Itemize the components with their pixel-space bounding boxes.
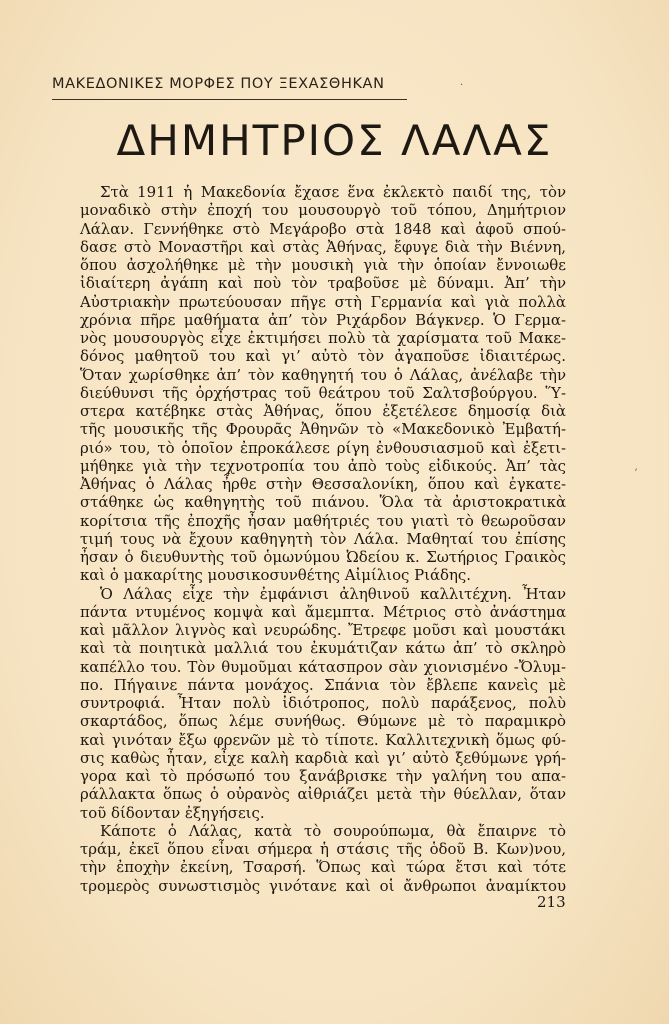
text-line: γορα καὶ τὸ πρόσωπό του ξανάβρισκε τὴν γαλήνη του απα- [80,767,566,785]
text-line: συντροφιά. Ἦταν πολὺ ἰδιότροπος, πολὺ παράξενος, πολὺ [80,694,566,712]
text-line: τράμ, ἐκεῖ ὅπου εἶναι σήμερα ἡ στάσις τῆς ὁδοῦ Β. Κων)νου, [80,840,566,858]
text-line: ράλλακτα ὅπως ὁ οὐρανὸς αἰθριάζει μετὰ τὴν θύελλαν, ὅταν [80,785,566,804]
text-line: καὶ ὁ μακαρίτης μουσικοσυνθέτης Αἰμίλιος Ριάδης. [80,566,471,585]
text-line: στερα κατέβηκε στὰς Ἀθήνας, ὅπου ἐξετέλεσε δημοσίᾳ διὰ [80,402,566,420]
text-line: Ὁ Λάλας εἶχε τὴν ἐμφάνισι ἀληθινοῦ καλλιτέχνη. Ἦταν [100,584,566,603]
text-line: καὶ τὰ ποιητικὰ μαλλιά του ἐκυμάτιζαν κάτω ἀπ’ τὸ σκληρὸ [80,639,566,658]
text-line: Αὐστριακὴν πρωτεύουσαν πῆγε στὴ Γερμανία καὶ γιὰ πολλὰ [80,292,566,311]
text-line: καπέλλο του. Τὸν θυμοῦμαι κάτασπρον σὰν χιονισμένο -Ὄλυμ- [80,657,566,676]
text-line: τρομερὸς συνωστισμὸς γινότανε καὶ οἱ ἄνθρωποι ἀναμίκτου [80,876,566,895]
article-body [80,183,566,895]
running-head: ΜΑΚΕΔΟΝΙΚΕΣ ΜΟΡΦΕΣ ΠΟΥ ΞΕΧΑΣΘΗΚΑΝ [52,76,385,92]
text-line: πο. Πήγαινε πάντα μονάχος. Σπάνια τὸν ἔβλεπε κανεὶς μὲ [80,675,566,694]
text-line: χρόνια πῆρε μαθήματα ἀπ’ τὸν Ριχάρδον Βάγκνερ. Ὁ Γερμα- [80,310,566,329]
text-line: σκαρτάδος, ὅπως λέμε συνήθως. Θύμωνε μὲ τὸ παραμικρὸ [80,712,566,731]
text-line: πάντα ντυμένος κομψὰ καὶ ἄμεμπτα. Μέτριος στὸ ἀνάστημα [80,602,566,621]
text-line: μοναδικὸ στὴν ἐποχή του μουσουργὸ τοῦ τόπου, Δημήτριον [80,201,566,220]
text-line: ἦσαν ὁ διευθυντὴς τοῦ ὁμωνύμου Ὠδείου κ. Σωτήριος Γραικὸς [80,548,566,566]
text-line: νὸς μουσουργὸς εἶχε ἐκτιμήσει πολὺ τὰ χαρίσματα τοῦ Μακε- [80,329,566,347]
text-line: Στὰ 1911 ἡ Μακεδονία ἔχασε ἕνα ἐκλεκτὸ παιδί της, τὸν [100,183,566,201]
text-line: μήθηκε γιὰ τὴν τεχνοτροπία του ἀπὸ τοὺς εἰδικούς. Ἀπ’ τὰς [80,456,566,475]
text-line: τὴν ἐποχὴν ἐκείνη, Τσαρσή. Ὅπως καὶ τώρα ἔτσι καὶ τότε [80,858,566,877]
text-line: Λάλαν. Γεννήθηκε στὸ Μεγάροβο στὰ 1848 καὶ ἀφοῦ σπού- [80,219,566,238]
text-line: ριό» του, τὸ ὁποῖον ἐπροκάλεσε ρίγη ἐνθουσιασμοῦ καὶ ἐξετι- [80,438,566,457]
text-line: ἰδιαίτερη ἀγάπη καὶ ποὺ τὸν τραβοῦσε μὲ δύναμι. Ἀπ’ τὴν [80,274,566,293]
text-line: Ὅταν χωρίσθηκε ἀπ’ τὸν καθηγητή του ὁ Λάλας, ἀνέλαβε τὴν [80,365,566,384]
text-line: Ἀθήνας ὁ Λάλας ἦρθε στὴν Θεσσαλονίκη, ὅπου καὶ ἐγκατε- [80,475,566,493]
article-title: ΔΗΜΗΤΡΙΟΣ ΛΑΛΑΣ [116,116,553,165]
running-head-rule [52,99,407,100]
text-line: κορίτσια τῆς ἐποχῆς ἦσαν μαθήτριές του γιατὶ τὸ θεωροῦσαν [80,511,566,530]
text-line: Κάποτε ὁ Λάλας, κατὰ τὸ σουρούπωμα, θὰ ἔπαιρνε τὸ [100,821,566,840]
text-line: τοῦ δίδονταν ἐξηγήσεις. [80,803,265,822]
ink-speck: ʼ [634,468,638,479]
text-line: καὶ μᾶλλον λιγνὸς καὶ νευρώδης. Ἔτρεφε μοῦσι καὶ μουστάκι [80,621,566,639]
text-line: τῆς μουσικῆς τῆς Φρουρᾶς Ἀθηνῶν τὸ «Μακεδονικὸ Ἐμβατή- [80,420,566,439]
text-line: τιμή τους νὰ ἔχουν καθηγητὴ τὸν Λάλα. Μαθηταί του ἐπίσης [80,529,566,548]
text-line: δασε στὸ Μοναστῆρι καὶ στὰς Ἀθήνας, ἔφυγε διὰ τὴν Βιέννη, [80,237,566,256]
text-line: δόνος μαθητοῦ του καὶ γι’ αὐτὸ τὸν ἀγαποῦσε ἰδιαιτέρως. [80,347,566,366]
text-line: καὶ γινόταν ἔξω φρενῶν μὲ τὸ τίποτε. Καλλιτεχνικὴ ὅμως φύ- [80,730,566,749]
ink-speck: · [460,80,464,91]
text-line: σις καθὼς ἦταν, εἶχε καλὴ καρδιὰ καὶ γι’ αὐτὸ ξεθύμωνε γρή- [80,748,566,767]
text-line: διεύθυνσι τῆς ὀρχήστρας τοῦ θεάτρου τοῦ Σαλτσβούργου. Ὕ- [80,383,566,402]
page-number: 213 [537,893,566,911]
text-line: στάθηκε ὡς καθηγητὴς τοῦ πιάνου. Ὅλα τὰ ἀριστοκρατικὰ [80,493,566,512]
text-line: ὅπου ἀσχολήθηκε μὲ τὴν μουσικὴ γιὰ τὴν ὁποίαν ἔννοιωθε [80,256,566,274]
